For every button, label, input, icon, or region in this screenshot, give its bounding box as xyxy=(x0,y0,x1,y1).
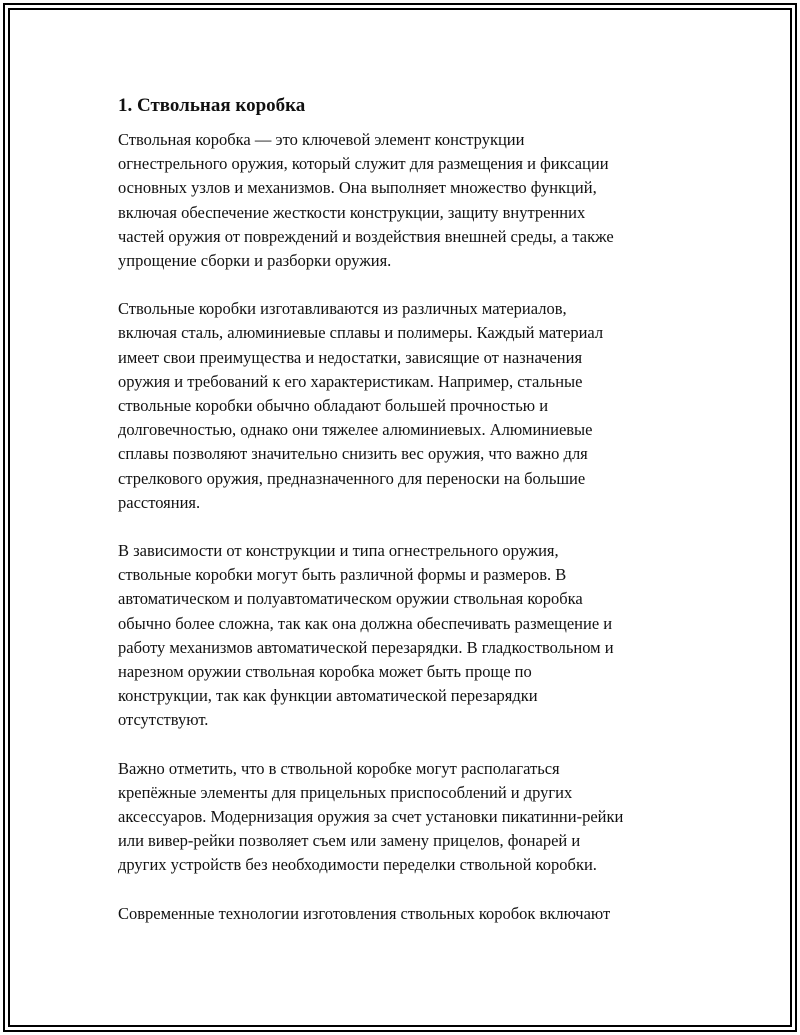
text-line: включая обеспечение жесткости конструкции, защиту внутренних xyxy=(118,202,586,222)
paragraph-2 xyxy=(118,297,698,515)
text-line: Современные технологии изготовления ствольных коробок включают xyxy=(118,903,611,923)
text-line: В зависимости от конструкции и типа огнестрельного оружия, xyxy=(118,541,559,561)
text-line: аксессуаров. Модернизация оружия за счет установки пикатинни-рейки xyxy=(118,807,624,827)
text-line: ствольные коробки обычно обладают большей прочностью и xyxy=(118,396,549,416)
text-line: огнестрельного оружия, который служит для размещения и фиксации xyxy=(118,154,609,174)
text-line: основных узлов и механизмов. Она выполняет множество функций, xyxy=(118,178,597,198)
paragraph-3 xyxy=(118,539,698,733)
text-line: включая сталь, алюминиевые сплавы и полимеры. Каждый материал xyxy=(118,323,604,343)
text-line: сплавы позволяют значительно снизить вес оружия, что важно для xyxy=(118,444,588,464)
text-line: отсутствуют. xyxy=(118,710,209,730)
text-line: других устройств без необходимости переделки ствольной коробки. xyxy=(118,855,597,875)
text-line: автоматическом и полуавтоматическом оружии ствольная коробка xyxy=(118,589,583,609)
text-line: частей оружия от повреждений и воздействия внешней среды, а также xyxy=(118,226,614,246)
text-line: Важно отметить, что в ствольной коробке могут располагаться xyxy=(118,758,560,778)
text-line: упрощение сборки и разборки оружия. xyxy=(118,251,392,271)
text-line: нарезном оружии ствольная коробка может быть проще по xyxy=(118,662,532,682)
text-line: Ствольные коробки изготавливаются из различных материалов, xyxy=(118,299,567,319)
paragraph-4 xyxy=(118,757,698,878)
text-line: оружия и требований к его характеристикам. Например, стальные xyxy=(118,371,583,391)
text-line: обычно более сложна, так как она должна обеспечивать размещение и xyxy=(118,613,613,633)
text-line: долговечностью, однако они тяжелее алюминиевых. Алюминиевые xyxy=(118,420,593,440)
text-line: стрелкового оружия, предназначенного для переноски на большие xyxy=(118,468,586,488)
text-line: ствольные коробки могут быть различной формы и размеров. В xyxy=(118,565,567,585)
section-heading: 1. Ствольная коробка xyxy=(118,95,306,116)
text-line: или вивер-рейки позволяет съем или замену прицелов, фонарей и xyxy=(118,831,581,851)
text-line: расстояния. xyxy=(118,492,201,512)
text-line: крепёжные элементы для прицельных приспособлений и других xyxy=(118,782,573,802)
text-line: конструкции, так как функции автоматической перезарядки xyxy=(118,686,538,706)
document-body xyxy=(118,92,698,950)
text-line: Ствольная коробка — это ключевой элемент конструкции xyxy=(118,130,525,149)
text-line: имеет свои преимущества и недостатки, зависящие от назначения xyxy=(118,347,583,367)
paragraph-5 xyxy=(118,902,698,926)
paragraph-1 xyxy=(118,128,698,273)
text-line: работу механизмов автоматической перезарядки. В гладкоствольном и xyxy=(118,637,614,657)
